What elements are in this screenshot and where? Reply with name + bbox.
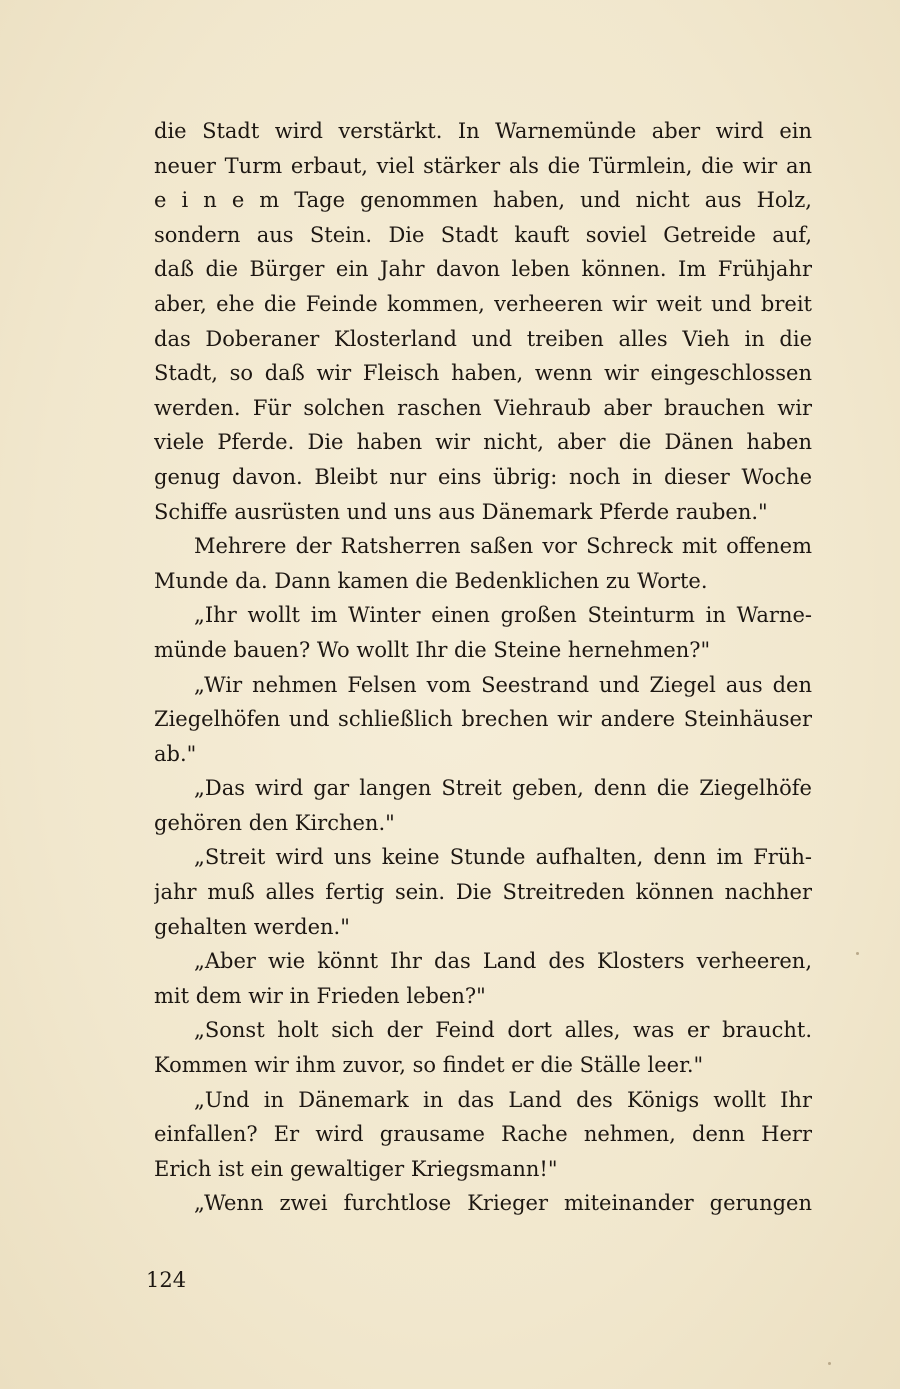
text-line: jahr muß alles fertig sein. Die Streitreden können nachher (154, 880, 812, 905)
text-line: einfallen? Er wird grausame Rache nehmen, denn Herr (154, 1122, 812, 1147)
text-line: „Das wird gar langen Streit geben, denn die Ziegelhöfe (194, 776, 812, 801)
text-line: die Stadt wird verstärkt. In Warnemünde aber wird ein (154, 119, 812, 143)
text-line: „Wenn zwei furchtlose Krieger miteinander gerungen (194, 1191, 812, 1216)
text-line: gehalten werden." (154, 914, 350, 939)
text-line: werden. Für solchen raschen Viehraub aber brauchen wir (154, 395, 812, 420)
body-text (154, 114, 812, 1221)
page-number: 124 (146, 1268, 187, 1292)
text-line: Munde da. Dann kamen die Bedenklichen zu Worte. (154, 568, 708, 593)
text-line: „Aber wie könnt Ihr das Land des Klosters verheeren, (194, 949, 812, 974)
text-line: aber, ehe die Feinde kommen, verheeren wir weit und breit (154, 291, 812, 316)
text-line: sondern aus Stein. Die Stadt kauft soviel Getreide auf, (154, 222, 812, 247)
text-line: „Streit wird uns keine Stunde aufhalten, denn im Früh- (194, 845, 812, 870)
text-line: mit dem wir in Frieden leben?" (154, 983, 486, 1008)
text-line: genug davon. Bleibt nur eins übrig: noch in dieser Woche (154, 464, 812, 489)
text-line: gehören den Kirchen." (154, 810, 395, 835)
text-line: „Und in Dänemark in das Land des Königs wollt Ihr (194, 1087, 812, 1112)
text-line: Mehrere der Ratsherren saßen vor Schreck mit offenem (194, 534, 812, 559)
text-line: ab." (154, 741, 197, 766)
text-line: münde bauen? Wo wollt Ihr die Steine hernehmen?" (154, 637, 711, 662)
text-line: daß die Bürger ein Jahr davon leben können. Im Frühjahr (154, 257, 812, 282)
paper-speck (856, 952, 859, 955)
text-line: Stadt, so daß wir Fleisch haben, wenn wir eingeschlossen (154, 361, 812, 386)
text-line: e i n e m Tage genommen haben, und nicht aus Holz, (154, 188, 812, 213)
text-line: „Ihr wollt im Winter einen großen Steinturm in Warne- (194, 603, 812, 628)
paper-speck (828, 1362, 831, 1365)
text-line: „Sonst holt sich der Feind dort alles, was er braucht. (194, 1018, 812, 1043)
text-line: Ziegelhöfen und schließlich brechen wir andere Steinhäuser (154, 707, 812, 732)
text-line: viele Pferde. Die haben wir nicht, aber die Dänen haben (154, 430, 812, 455)
text-line: Erich ist ein gewaltiger Kriegsmann!" (154, 1156, 558, 1181)
text-line: das Doberaner Klosterland und treiben alles Vieh in die (154, 326, 812, 351)
text-line: neuer Turm erbaut, viel stärker als die Türmlein, die wir an (154, 153, 812, 178)
text-line: Kommen wir ihm zuvor, so findet er die Ställe leer." (154, 1053, 704, 1078)
text-line: Schiffe ausrüsten und uns aus Dänemark Pferde rauben." (154, 499, 768, 524)
text-line: „Wir nehmen Felsen vom Seestrand und Ziegel aus den (194, 672, 812, 697)
